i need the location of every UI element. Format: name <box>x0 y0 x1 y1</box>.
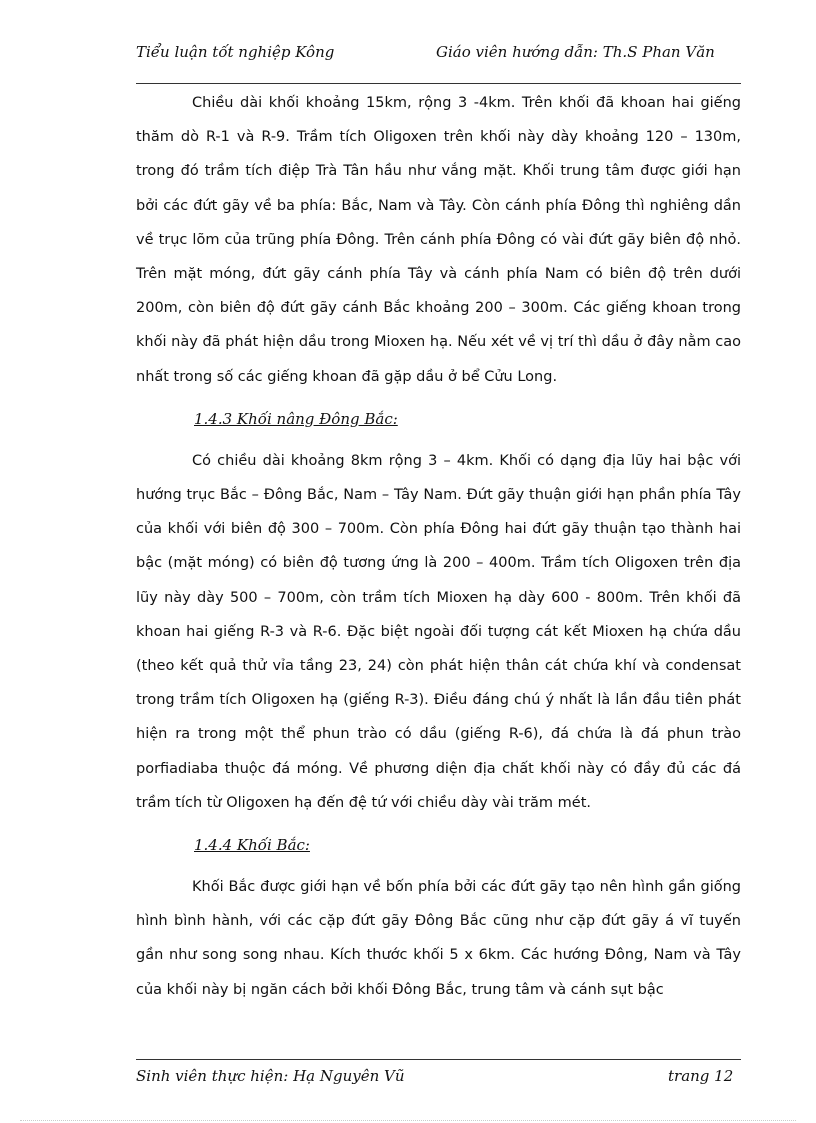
page-number: trang 12 <box>668 1067 734 1085</box>
paragraph-3: Khối Bắc được giới hạn về bốn phía bởi các đứt gãy tạo nên hình gần giống hình bình hành, với các cặp đứt gãy Đông Bắc cũng như cặp đứt gãy á vĩ tuyến gần như song song nhau. Kích thước khối 5 x 6km. Các hướng Đông, Nam và Tây của khối này bị ngăn cách bởi khối Đông Bắc, trung tâm và cánh sụt bậc <box>136 879 741 998</box>
footer-author: Sinh viên thực hiện: Hạ Nguyên Vũ <box>136 1067 405 1085</box>
section-heading-1-4-4: 1.4.4 Khối Bắc: <box>194 836 310 855</box>
page-edge-dots <box>20 1120 796 1121</box>
paragraph-1: Chiều dài khối khoảng 15km, rộng 3 -4km. Trên khối đã khoan hai giếng thăm dò R-1 và R-9. Trầm tích Oligoxen trên khối này dày khoảng 120 – 130m, trong đó trầm tích điệp Trà Tân hầu như vắng mặt. Khối trung tâm được giới hạn bởi các đứt gãy về ba phía: Bắc, Nam và Tây. Còn cánh phía Đông thì nghiêng dần về trục lõm của trũng phía Đông. Trên cánh phía Đông có vài đứt gãy biên độ nhỏ. Trên mặt móng, đứt gãy cánh phía Tây và cánh phía Nam có biên độ trên dưới 200m, còn biên độ đứt gãy cánh Bắc khoảng 200 – 300m. Các giếng khoan trong khối này đã phát hiện dầu trong Mioxen hạ. Nếu xét về vị trí thì dầu ở đây nằm cao nhất trong số các giếng khoan đã gặp dầu ở bể Cửu Long. <box>136 95 741 385</box>
paragraph-2: Có chiều dài khoảng 8km rộng 3 – 4km. Khối có dạng địa lũy hai bậc với hướng trục Bắc – Đông Bắc, Nam – Tây Nam. Đứt gãy thuận giới hạn phần phía Tây của khối với biên độ 300 – 700m. Còn phía Đông hai đứt gãy thuận tạo thành hai bậc (mặt móng) có biên độ tương ứng là 200 – 400m. Trầm tích Oligoxen trên địa lũy này dày 500 – 700m, còn trầm tích Mioxen hạ dày 600 - 800m. Trên khối đã khoan hai giếng R-3 và R-6. Đặc biệt ngoài đối tượng cát kết Mioxen hạ chứa dầu (theo kết quả thử vỉa tầng 23, 24) còn phát hiện thân cát chứa khí và condensat trong trầm tích Oligoxen hạ (giếng R-3). Điều đáng chú ý nhất là lần đầu tiên phát hiện ra trong một thể phun trào có dầu (giếng R-6), đá chứa là đá phun trào porfiadiaba thuộc đá móng. Về phương diện địa chất khối này có đầy đủ các đá trầm tích từ Oligoxen hạ đến đệ tứ với chiều dày vài trăm mét. <box>136 452 741 811</box>
header-right: Giáo viên hướng dẫn: Th.S Phan Văn <box>436 43 715 61</box>
header-divider <box>136 83 741 84</box>
header-left: Tiểu luận tốt nghiệp Kông <box>136 43 335 61</box>
page-body <box>136 86 741 1007</box>
footer-divider <box>136 1059 741 1060</box>
section-heading-1-4-3: 1.4.3 Khối nâng Đông Bắc: <box>194 409 398 428</box>
